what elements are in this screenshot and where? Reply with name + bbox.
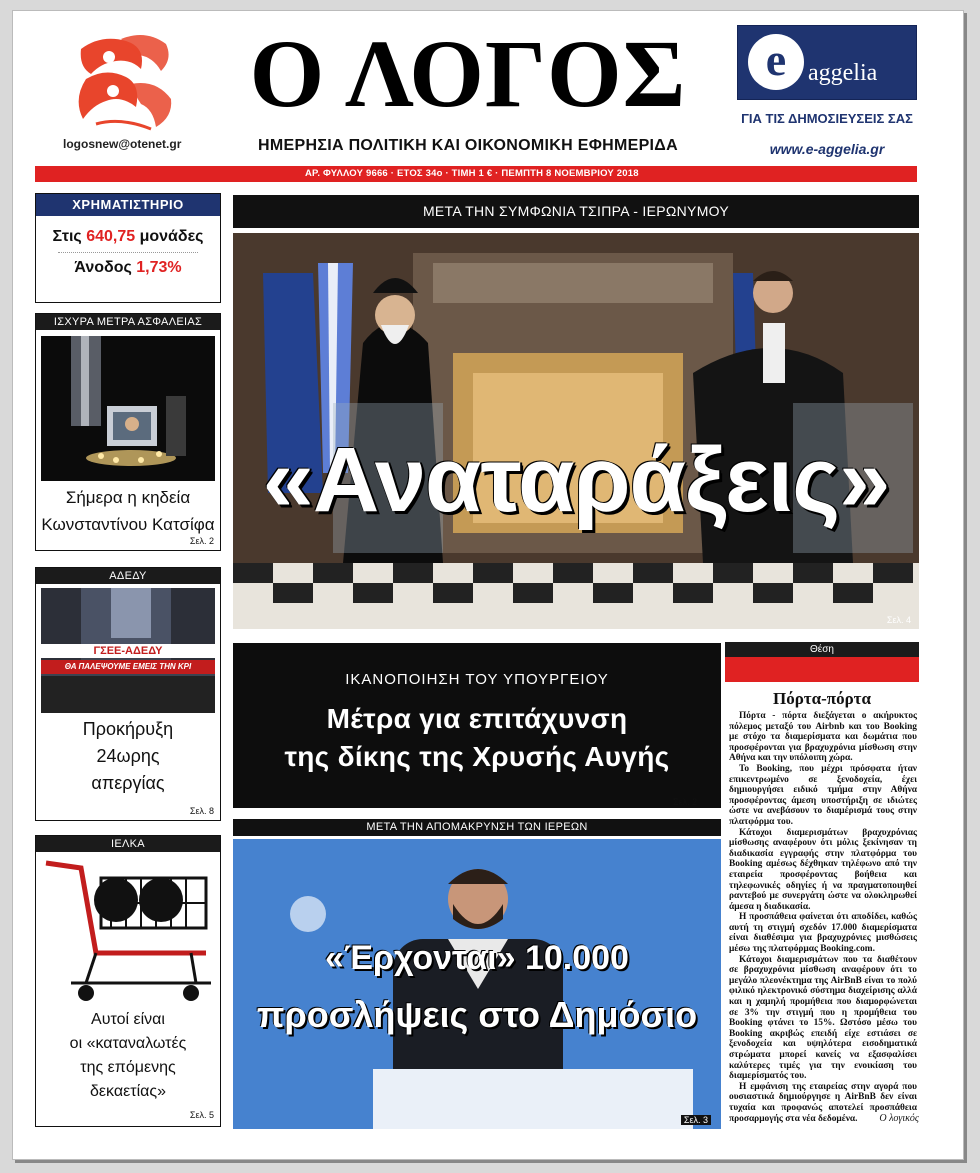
- side-story-kicker: ΑΔΕΔΥ: [36, 568, 220, 584]
- side-story-title: Αυτοί είναι οι «καταναλωτές της επόμενης δεκαετίας»: [69, 1011, 187, 1100]
- side-story-kicker: ΙΣΧΥΡΑ ΜΕΤΡΑ ΑΣΦΑΛΕΙΑΣ: [36, 314, 220, 330]
- main-story-kicker: ΜΕΤΑ ΤΗΝ ΣΥΜΦΩΝΙΑ ΤΣΙΠΡΑ - ΙΕΡΩΝΥΜΟΥ: [233, 195, 919, 228]
- side-story-title: Σήμερα η κηδεία Κωνσταντίνου Κατσίφα: [41, 488, 215, 534]
- opinion-paragraph: Πόρτα - πόρτα διεξάγεται ο ακήρυκτος πόλεμος μεταξύ του Airbnb και του Booking με στόχο τα διαμερίσματα και δωμάτια που προσφέρονται για βραχυχρόνια μίσθωση στην Αθήνα και την υπόλοιπη χώρα.: [729, 711, 917, 764]
- opinion-paragraph: Το Booking, που μέχρι πρόσφατα ήταν επικεντρωμένο σε ξενοδοχεία, έχει δημιουργήσει ειδικό τμήμα στην Αθήνα προσφέροντας άμεση υποστήριξη σε ιδιώτες ώστε να ανεβάσουν το διαμέρισμά τους στην πλατφόρμα του.: [729, 763, 917, 827]
- side-story-kicker: ΙΕΛΚΑ: [36, 836, 220, 852]
- opinion-paragraph: Κάτοχοι διαμερισμάτων που τα διαθέτουν σε βραχυχρόνια μίσθωση αναφέρουν ότι το μεγάλο πλεονέκτημα της AirBnB είναι το πολύ φιλικό ηλεκτρονικό σύστημα διαχείρισης αλλά και η χαμηλή προμήθεια που διαμορφώνεται σε 3% την στιγμή που η προμήθεια του Booking φτάνει το 15%. Ωστόσο μέσω του Booking ακριβώς επειδή είχε εστιάσει σε ξενοδοχεία και υψηλότερα εισοδηματικά στρώματα μπορεί κανείς να εξασφαλίσει καλύτερες τιμές για την ενοικίαση του διαμερίσματός του.: [729, 954, 917, 1082]
- page-ref: Σελ. 2: [189, 536, 214, 546]
- main-story-photo[interactable]: [233, 233, 919, 629]
- side-story-consumers[interactable]: [35, 835, 221, 1127]
- protest-banner-top: ΓΣΕΕ-ΑΔΕΔΥ: [41, 644, 215, 658]
- ad-url: www.e-aggelia.gr: [769, 141, 885, 157]
- page-ref: Σελ. 2: [673, 797, 698, 807]
- opinion-body: [729, 711, 917, 1124]
- protest-banner-bottom: ΘΑ ΠΑΛΕΨΟΥΜΕ ΕΜΕΙΣ ΤΗΝ ΚΡΙ: [41, 660, 215, 674]
- stock-points-line: Στις 640,75 μονάδες: [52, 228, 204, 245]
- stock-change-line: Άνοδος 1,73%: [74, 259, 182, 276]
- opinion-paragraph: Η εμφάνιση της εταιρείας στην αγορά που ουσιαστικά δημιούργησε η AirBnB δεν είναι τυχαία και προφανώς αποτελεί προσπάθεια προσαρμογής στα νέα δεδομένα.: [729, 1081, 917, 1124]
- page-ref: Σελ. 4: [886, 615, 911, 625]
- hiring-story-photo[interactable]: [233, 839, 721, 1129]
- page-ref: Σελ. 8: [189, 806, 214, 816]
- vigil-photo: [41, 336, 215, 481]
- side-story-strike[interactable]: [35, 567, 221, 821]
- justice-story-box[interactable]: [233, 643, 721, 808]
- ad-name: aggelia: [808, 60, 878, 86]
- hiring-story-title-line1: «Έρχονται» 10.000: [325, 939, 629, 977]
- opinion-title: Πόρτα-πόρτα: [772, 689, 872, 708]
- shopping-cart-icon: [41, 858, 215, 1008]
- masthead-subtitle: ΗΜΕΡΗΣΙΑ ΠΟΛΙΤΙΚΗ ΚΑΙ ΟΙΚΟΝΟΜΙΚΗ ΕΦΗΜΕΡΙΔΑ: [258, 137, 678, 154]
- justice-story-title: Μέτρα για επιτάχυνση της δίκης της Χρυσής Αυγής: [284, 703, 670, 772]
- opinion-tab: Θέση: [725, 642, 919, 657]
- page-ref: Σελ. 3: [681, 1115, 711, 1125]
- hiring-story-kicker: ΜΕΤΑ ΤΗΝ ΑΠΟΜΑΚΡΥΝΣΗ ΤΩΝ ΙΕΡΕΩΝ: [233, 819, 721, 836]
- contact-email: logosnew@otenet.gr: [63, 137, 182, 151]
- protest-photo: [41, 588, 215, 713]
- newspaper-logo-icon: [61, 29, 181, 134]
- side-story-title: Προκήρυξη 24ωρης απεργίας: [82, 719, 174, 793]
- page-ref: Σελ. 5: [189, 1110, 214, 1120]
- masthead-title: Ο ΛΟΓΟΣ: [249, 20, 687, 127]
- issue-info-bar: ΑΡ. ΦΥΛΛΟΥ 9666 · ΕΤΟΣ 34ο · ΤΙΜΗ 1 € · ΠΕΜΠΤΗ 8 ΝΟΕΜΒΡΙΟΥ 2018: [35, 166, 917, 182]
- newspaper-front-page: [12, 10, 964, 1160]
- stock-points-value: 640,75: [86, 228, 136, 245]
- stock-change-value: 1,73%: [136, 259, 182, 276]
- stock-box-head: ΧΡΗΜΑΤΙΣΤΗΡΙΟ: [36, 194, 220, 216]
- opinion-signature: Ο λογικός: [879, 1113, 919, 1124]
- ad-tagline: ΓΙΑ ΤΙΣ ΔΗΜΟΣΙΕΥΣΕΙΣ ΣΑΣ: [741, 111, 913, 126]
- e-aggelia-ad-logo: [737, 25, 917, 100]
- justice-story-kicker: ΙΚΑΝΟΠΟΙΗΣΗ ΤΟΥ ΥΠΟΥΡΓΕΙΟΥ: [345, 671, 609, 688]
- opinion-header: [725, 642, 919, 682]
- opinion-paragraph: Κάτοχοι διαμερισμάτων βραχυχρόνιας μίσθωσης αναφέρουν ότι μόλις ξεκίνησαν τη διαδικασία εγγραφής στην πλατφόρμα του Booking αμέσως δέχθηκαν τηλέφωνο από την εταιρεία προσφέροντας βοήθεια και τηλεφωνικές οδηγίες ή να πραγματοποιηθεί ραντεβού με συνεργάτη ώστε να ολοκληρωθεί άμεσα η διαδικασία.: [729, 827, 917, 912]
- hiring-story-title-line2: προσλήψεις στο Δημόσιο: [256, 994, 698, 1035]
- opinion-paragraph: Η προσπάθεια φαίνεται ότι αποδίδει, καθώς αυτή τη στιγμή σχεδόν 17.000 διαμερίσματα είναι διαθέσιμα για βραχυχρόνιες μισθώσεις μέσω της πλατφόρμας Booking.com.: [729, 912, 917, 955]
- stock-market-box: [35, 193, 221, 303]
- side-story-funeral[interactable]: [35, 313, 221, 551]
- ad-letter: e: [748, 34, 804, 90]
- main-headline: «Αναταράξεις»: [262, 429, 890, 531]
